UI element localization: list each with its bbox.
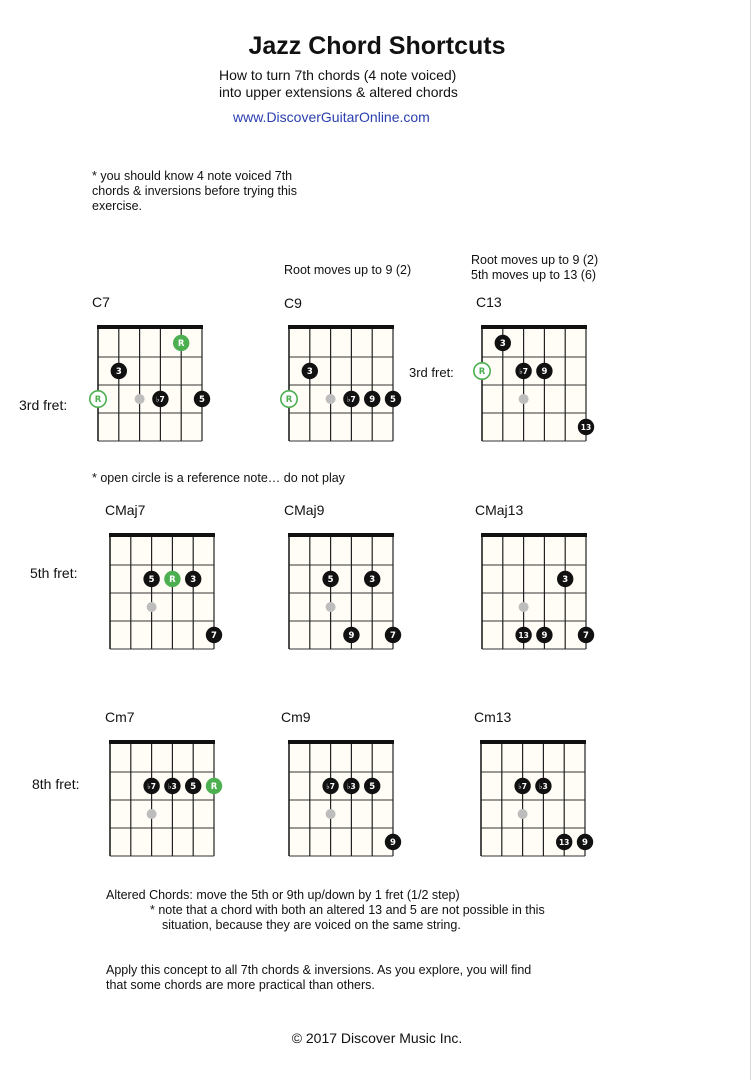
chord-dot-note (164, 778, 180, 794)
chord-dot-label: 9 (369, 395, 376, 406)
fret-label-8th: 8th fret: (32, 776, 80, 792)
chord-dot-note (322, 778, 338, 794)
chord-name-cm9: Cm9 (281, 709, 311, 725)
chord-diagram-c7 (96, 325, 204, 441)
chord-dot-label: ♭3 (539, 782, 548, 792)
c13-note-1: Root moves up to 9 (2) (471, 253, 599, 267)
chord-dot-label: 9 (541, 367, 548, 378)
chord-dot-label: ♭7 (156, 395, 165, 405)
chord-dot-label: 5 (148, 575, 155, 586)
nut (288, 740, 394, 744)
apply-line-2: that some chords are more practical than others. (106, 978, 375, 992)
chord-dot-root (206, 778, 222, 794)
fretboard-grid (289, 537, 393, 649)
chord-dot-label: ♭7 (347, 395, 356, 405)
fret-label-5th: 5th fret: (30, 565, 78, 581)
chord-dot-label: 7 (211, 631, 217, 642)
chord-dot-reference (326, 394, 336, 404)
chord-name-cm7: Cm7 (105, 709, 135, 725)
fretboard-grid (482, 537, 586, 649)
chord-dot-note (206, 627, 222, 643)
chord-dot-label: 5 (199, 395, 205, 406)
chord-dot-label: 3 (190, 575, 197, 586)
chord-dot-reference (147, 602, 157, 612)
chord-diagram-cm7 (108, 740, 216, 856)
chord-dot-label: 9 (348, 631, 355, 642)
chord-dot-note (577, 834, 593, 850)
chord-dot-note (152, 391, 168, 407)
chord-dot-label: 7 (583, 631, 589, 642)
chord-name-cmaj13: CMaj13 (475, 502, 524, 518)
chord-dot-note (557, 571, 573, 587)
chord-dot-label: ♭7 (518, 782, 527, 792)
subtitle-line-2: into upper extensions & altered chords (219, 84, 458, 100)
chord-dot-label: 5 (369, 782, 376, 793)
chord-dot-label: R (169, 575, 176, 586)
c9-note: Root moves up to 9 (2) (284, 263, 412, 277)
nut (109, 533, 215, 537)
chord-dot-note (495, 335, 511, 351)
chord-dot-reference (135, 394, 145, 404)
page-title: Jazz Chord Shortcuts (248, 32, 506, 60)
nut (480, 740, 586, 744)
nut (109, 740, 215, 744)
fretboard-grid (110, 744, 214, 856)
fretboard-grid (110, 537, 214, 649)
chord-name-c13: C13 (476, 294, 502, 310)
prereq-note-3: exercise. (92, 199, 143, 213)
fretboard-svg (108, 533, 216, 649)
chord-dot-note (578, 419, 594, 435)
chord-dot-reference (326, 809, 336, 819)
chord-dot-note (194, 391, 210, 407)
chord-name-cmaj9: CMaj9 (284, 502, 325, 518)
nut (97, 325, 203, 329)
chord-dot-note (364, 391, 380, 407)
fretboard-svg (478, 325, 592, 441)
chord-dot-note (364, 778, 380, 794)
chord-dot-note (515, 363, 531, 379)
page-edge (750, 0, 751, 1080)
chord-dot-note (535, 778, 551, 794)
chord-dot-label: 5 (327, 575, 334, 586)
chord-dot-label: 3 (499, 339, 506, 350)
chord-dot-note (385, 391, 401, 407)
chord-dot-note (556, 834, 572, 850)
chord-dot-note (343, 391, 359, 407)
chord-dot-label: ♭7 (326, 782, 335, 792)
chord-dot-note (343, 778, 359, 794)
chord-dot-label: R (210, 782, 218, 793)
chord-dot-label: ♭7 (519, 367, 528, 377)
chord-diagram-c13 (478, 325, 592, 441)
chord-dot-reference (147, 809, 157, 819)
chord-name-cm13: Cm13 (474, 709, 512, 725)
website-link[interactable]: www.DiscoverGuitarOnline.com (233, 109, 430, 125)
fretboard-svg (480, 533, 588, 649)
fret-label-3rd-c13: 3rd fret: (409, 365, 454, 380)
chord-dot-note (185, 571, 201, 587)
chord-dot-reference (326, 602, 336, 612)
fretboard-grid (289, 744, 393, 856)
chord-dot-label: 5 (390, 395, 396, 406)
chord-dot-label: 13 (558, 838, 570, 848)
chord-dot-note (515, 627, 531, 643)
chord-dot-root (173, 335, 189, 351)
chord-dot-note (343, 627, 359, 643)
chord-dot-note (578, 627, 594, 643)
nut (288, 533, 394, 537)
chord-dot-note (111, 363, 127, 379)
chord-dot-label: R (285, 395, 293, 406)
chord-dot-reference (519, 394, 529, 404)
chord-diagram-cmaj7 (108, 533, 216, 649)
altered-chords-line-2: * note that a chord with both an altered 13 and 5 are not possible in this (150, 903, 545, 917)
fretboard-svg (108, 740, 216, 856)
chord-dot-label: ♭3 (168, 782, 177, 792)
chord-dot-note (322, 571, 338, 587)
prereq-note-2: chords & inversions before trying this (92, 184, 297, 198)
fretboard-svg (96, 325, 204, 441)
chord-dot-open (281, 391, 297, 407)
chord-diagram-cmaj9 (287, 533, 395, 649)
chord-dot-note (185, 778, 201, 794)
chord-diagram-cm9 (287, 740, 395, 856)
fretboard-grid (289, 329, 393, 441)
chord-dot-open (90, 391, 106, 407)
chord-dot-note (302, 363, 318, 379)
chord-dot-note (143, 778, 159, 794)
chord-diagram-c9 (287, 325, 395, 441)
subtitle-line-1: How to turn 7th chords (4 note voiced) (219, 67, 457, 83)
fretboard-svg (287, 325, 395, 441)
chord-dot-label: 9 (582, 838, 588, 849)
chord-dot-note (385, 627, 401, 643)
chord-dot-label: 3 (306, 367, 313, 378)
chord-name-cmaj7: CMaj7 (105, 502, 146, 518)
chord-dot-note (364, 571, 380, 587)
chord-dot-note (536, 363, 552, 379)
chord-dot-label: 3 (369, 575, 376, 586)
fretboard-svg (479, 740, 587, 856)
fret-label-3rd: 3rd fret: (19, 397, 68, 413)
chord-name-c7: C7 (92, 294, 110, 310)
chord-dot-label: ♭3 (347, 782, 356, 792)
chord-dot-label: R (94, 395, 102, 406)
altered-chords-line-3: situation, because they are voiced on the same string. (162, 918, 461, 932)
nut (481, 533, 587, 537)
chord-dot-root (164, 571, 180, 587)
chord-dot-reference (518, 809, 528, 819)
fretboard-svg (287, 740, 395, 856)
nut (288, 325, 394, 329)
nut (481, 325, 587, 329)
chord-name-c9: C9 (284, 295, 302, 311)
chord-dot-label: 7 (390, 631, 396, 642)
chord-dot-note (536, 627, 552, 643)
chord-dot-label: 13 (518, 631, 529, 641)
chord-dot-label: 13 (580, 423, 592, 433)
c13-note-2: 5th moves up to 13 (6) (471, 268, 597, 282)
chord-diagram-cm13 (479, 740, 587, 856)
chord-dot-label: 9 (541, 631, 548, 642)
chord-dot-reference (519, 602, 529, 612)
chord-dot-open (474, 363, 490, 379)
fretboard-svg (287, 533, 395, 649)
chord-dot-label: R (478, 367, 486, 378)
chord-dot-label: ♭7 (147, 782, 156, 792)
chord-dot-label: 5 (190, 782, 197, 793)
chord-dot-label: 9 (390, 838, 396, 849)
prereq-note-1: * you should know 4 note voiced 7th (92, 169, 293, 183)
open-circle-note: * open circle is a reference note… do not play (92, 471, 345, 485)
chord-dot-label: R (177, 339, 185, 350)
chord-diagram-cmaj13 (480, 533, 588, 649)
apply-line-1: Apply this concept to all 7th chords & inversions. As you explore, you will find (106, 963, 532, 977)
chord-dot-note (514, 778, 530, 794)
chord-dot-note (385, 834, 401, 850)
copyright: © 2017 Discover Music Inc. (291, 1030, 463, 1046)
chord-dot-label: 3 (562, 575, 569, 586)
altered-chords-line-1: Altered Chords: move the 5th or 9th up/down by 1 fret (1/2 step) (106, 888, 460, 902)
chord-dot-note (143, 571, 159, 587)
chord-dot-label: 3 (115, 367, 122, 378)
